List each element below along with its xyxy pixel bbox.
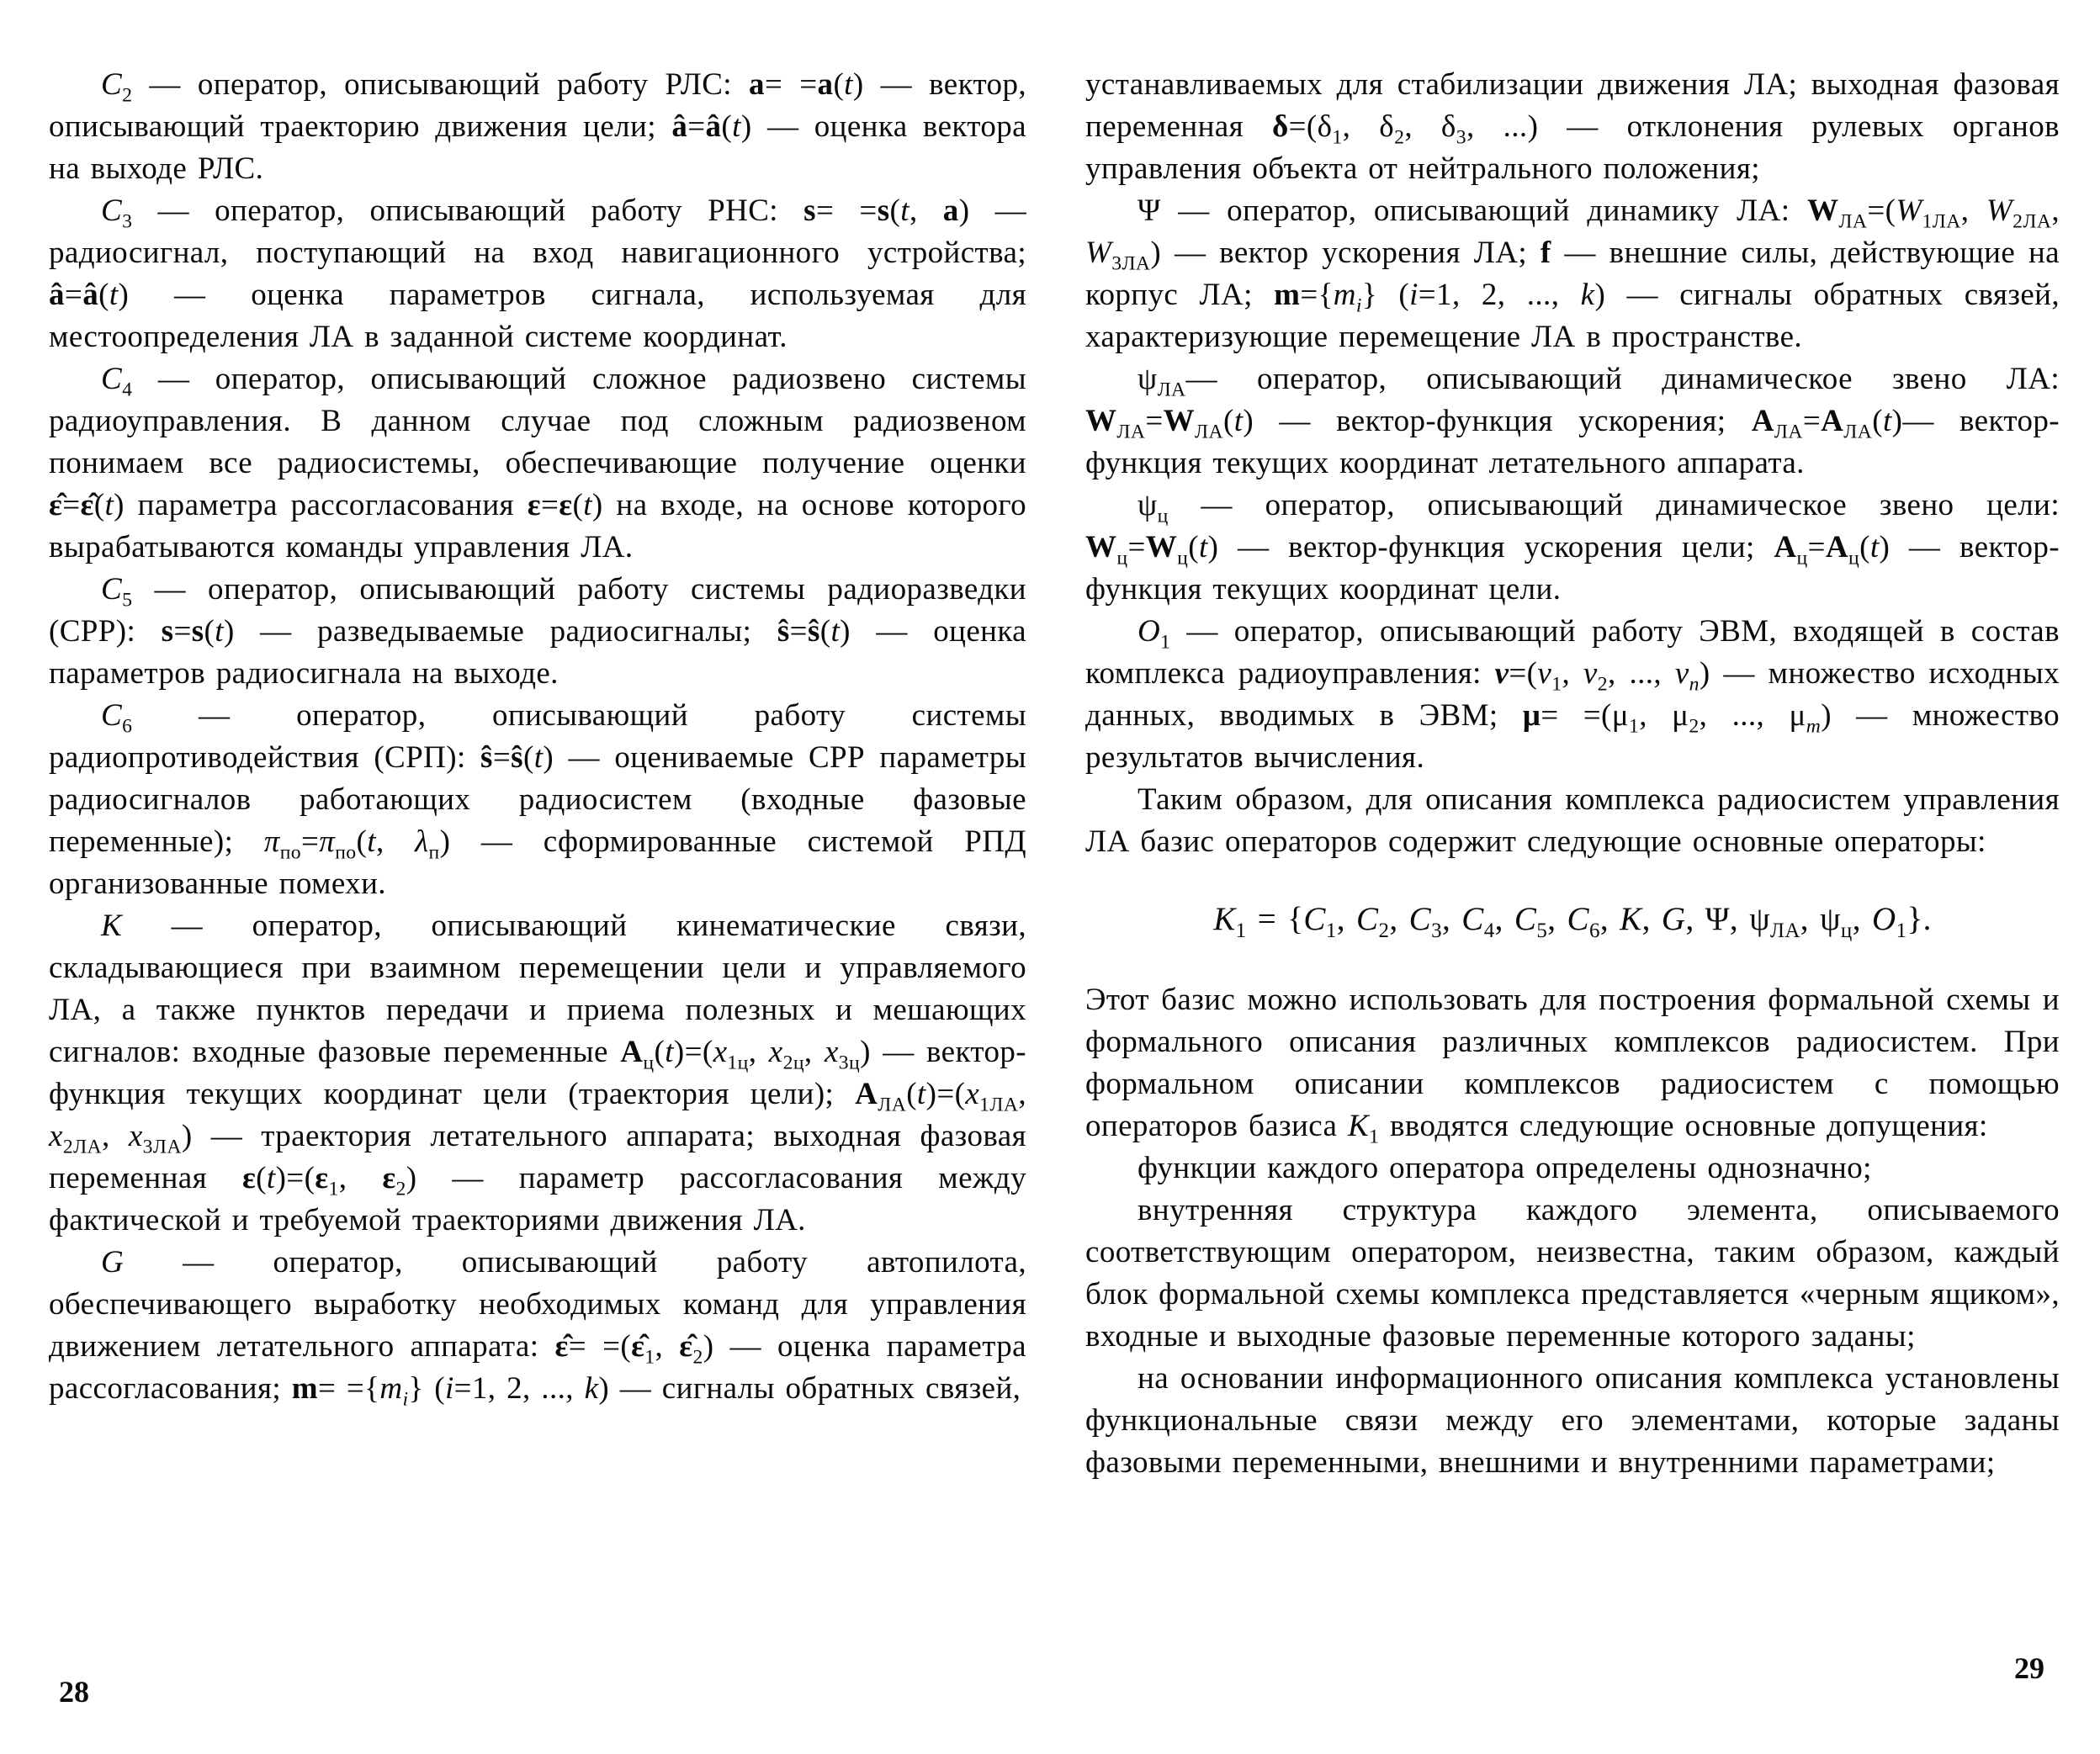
para-c6-operator: $C_6$ — оператор, описывающий работу системы радиопротиводействия (СРП): ŝ=ŝ(t) — оцениваемые СРР параметры радиосигналов работающих радиосистем (входные фазовые переменные); $\pi_{по}=\pi_{по}(t$, $\lambda_п$) — сформированные системой РПД организованные помехи. xyxy=(49,698,1026,901)
page-number-left: 28 xyxy=(59,1675,89,1709)
para-c2-operator: $C_2$ — оператор, описывающий работу РЛС: a= =a(t) — вектор, описывающий траекторию движения цели; â=â(t) — оценка вектора на выходе РЛС. xyxy=(49,67,1026,186)
para-assumption-2: внутренняя структура каждого элемента, описываемого соответствующим оператором, неизвестна, таким образом, каждый блок формальной схемы комплекса представляется «черным ящиком», входные и выходные фазовые переменные которого заданы; xyxy=(1085,1193,2060,1354)
para-assumption-3: на основании информационного описания комплекса установлены функциональные связи между его элементами, которые заданы фазовыми переменными, внешними и внутренними параметрами; xyxy=(1085,1361,2060,1480)
para-assumption-1: функции каждого оператора определены однозначно; xyxy=(1138,1151,1872,1185)
para-c3-operator: $C_3$ — оператор, описывающий работу РНС: s= =s(t, a) — радиосигнал, поступающий на вход навигационного устройства; â=â(t) — оценка параметров сигнала, используемая для местоопределения ЛА в заданной системе координат. xyxy=(49,193,1026,354)
para-k-operator: К — оператор, описывающий кинематические связи, складывающиеся при взаимном перемещении цели и управляемого ЛА, а также пунктов передачи и приема полезных и мешающих сигналов: входные фазовые переменные $А_ц(t)=(x_{1ц}$, $x_{2ц}$, $x_{3ц}$) — вектор-функция текущих координат цели (траектория цели); $А_{ЛА}(t)=(x_{1ЛА}$, $x_{2ЛА}$, $x_{3ЛА}$) — траектория летательного аппарата; выходная фазовая переменная $\varepsilon(t)=(\varepsilon_1$, $\varepsilon_2$) — параметр рассогласования между фактической и требуемой траекториями движения ЛА. xyxy=(49,909,1026,1237)
para-g-operator: G — оператор, описывающий работу автопилота, обеспечивающего выработку необходимых команд для управления движением летательного аппарата: ε̂= $=(\varepsilon̂_1$, $\varepsilon̂_2$) — оценка параметра рассогласования; $m= =\{m_i\}$ (i=1, 2, ..., k) — сигналы обратных связей, xyxy=(49,1245,1026,1411)
para-g-operator-continued: устанавливаемых для стабилизации движения ЛА; выходная фазовая переменная $\delta=(\delta_1$, $\delta_2$, $\delta_3$, ...) — отклонения рулевых органов управления объекта от нейтрального положения; xyxy=(1085,67,2060,186)
para-c5-operator: $C_5$ — оператор, описывающий работу системы радиоразведки (СРР): s=s(t) — разведываемые радиосигналы; ŝ=ŝ(t) — оценка параметров радиосигнала на выходе. xyxy=(49,572,1027,691)
para-o1-operator: $О_1$ — оператор, описывающий работу ЭВМ, входящей в состав комплекса радиоуправления: $v=(v_1$, $v_2$, ..., $v_n$) — множество исходных данных, вводимых в ЭВМ; $\mu= =(\mu_1$, $\mu_2$, ..., $\mu_m$) — множество результатов вычисления. xyxy=(1085,614,2060,775)
para-c4-operator: $C_4$ — оператор, описывающий сложное радиозвено системы радиоуправления. В данном случае под сложным радиозвеном понимаем все радиосистемы, обеспечивающие получение оценки ε̂=ε̂(t) параметра рассогласования ε=ε(t) на входе, на основе которого вырабатываются команды управления ЛА. xyxy=(49,362,1026,564)
para-psi-operator: Ψ — оператор, описывающий динамику ЛА: $W_{ЛА}=(W_{1ЛА}$, $W_{2ЛА}$, $W_{3ЛА}$) — вектор ускорения ЛА; f — внешние силы, действующие на корпус ЛА; $m=\{m_i\}$ (i=1, 2, ..., k) — сигналы обратных связей, характеризующие перемещение ЛА в пространстве. xyxy=(1085,193,2060,354)
para-basis-intro: Таким образом, для описания комплекса радиосистем управления ЛА базис операторов содержит следующие основные операторы: xyxy=(1085,782,2060,859)
para-psi-la-operator: $\psi_{ЛА}—$ оператор, описывающий динамическое звено ЛА: $W_{ЛА}=W_{ЛА}(t)$ — вектор-функция ускорения; $А_{ЛА}=А_{ЛА}(t)—$ вектор-функция текущих координат летательного аппарата. xyxy=(1085,362,2060,480)
formula-k1-basis: $K_1 = \{C_1$, $C_2$, $C_3$, $C_4$, $C_5$, $C_6$, K, G, Ψ, $\psi_{ЛА}$, $\psi_ц$, $O_1$}. xyxy=(1213,901,1932,942)
right-text-column xyxy=(1085,64,2060,1484)
para-basis-usage: Этот базис можно использовать для построения формальной схемы и формального описания различных комплексов радиосистем. При формальном описании комплексов радиосистем с помощью операторов базиса $K_1$ вводятся следующие основные допущения: xyxy=(1085,983,2060,1148)
para-psi-ts-operator: $\psi_ц$ — оператор, описывающий динамическое звено цели: $W_ц=W_ц(t)$ — вектор-функция ускорения цели; $А_ц=А_ц(t)$ — вектор-функция текущих координат цели. xyxy=(1085,488,2060,607)
left-text-column xyxy=(49,64,1026,1410)
page-number-right: 29 xyxy=(2014,1651,2044,1685)
